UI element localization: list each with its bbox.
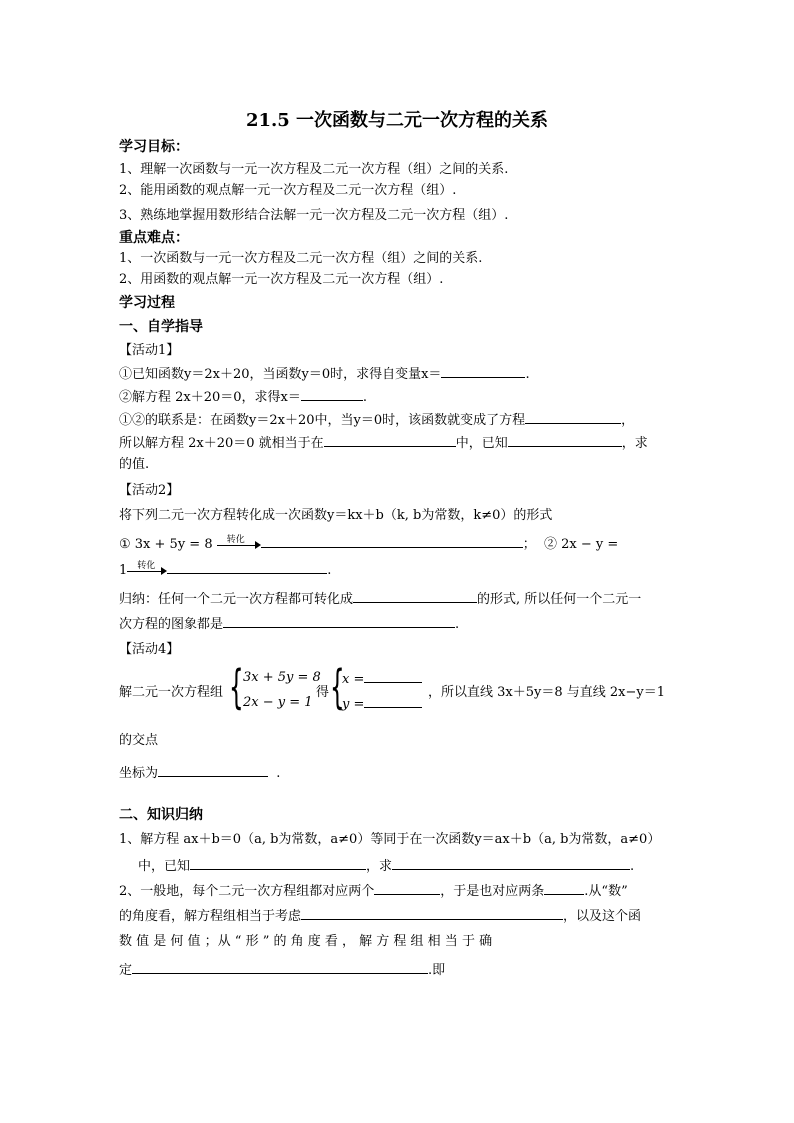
item2b-text: ，于是也对应两条 — [440, 884, 545, 899]
activity1-q2-text: ②解方程 2x＋20＝0，求得x＝ — [119, 390, 301, 405]
answer-blank[interactable] — [364, 669, 422, 683]
answer-blank[interactable] — [190, 856, 366, 870]
summary-text-a: 归纳：任何一个二元一次方程都可转化成 — [119, 592, 354, 607]
answer-blank[interactable] — [167, 560, 327, 574]
activity2-label: 【活动2】 — [119, 483, 180, 498]
section2-item2f: 数 值 是 何 值 ；从 “ 形 ” 的 角 度 看 ， 解 方 程 组 相 当 于 确 — [119, 934, 493, 949]
answer-blank[interactable] — [544, 881, 584, 895]
activity4-coord: 坐标为 . — [119, 763, 280, 783]
key-item: 2、用函数的观点解一元一次方程及二元一次方程（组）. — [119, 272, 444, 287]
system-eq-top: 3x + 5y = 8 — [243, 670, 321, 685]
activity1-line1: ①已知函数y＝2x＋20，当函数y＝0时，求得自变量x＝ . — [119, 364, 530, 384]
activity1-line5: 的值. — [119, 457, 150, 472]
activity2-intro: 将下列二元一次方程转化成一次函数y＝kx＋b（k, b为常数，k≠0）的形式 — [119, 508, 553, 523]
key-item: 1、一次函数与一元一次方程及二元一次方程（组）之间的关系. — [119, 251, 483, 266]
activity2-sep: ； — [522, 537, 536, 552]
activity2-summary — [119, 589, 641, 609]
system-eq-bottom: 2x − y = 1 — [243, 695, 313, 710]
answer-blank[interactable] — [364, 694, 422, 708]
activity1-line4 — [119, 433, 648, 453]
brace-icon: { — [229, 660, 244, 714]
activity4-pre: 解二元一次方程组 — [119, 685, 224, 700]
activity1-q1-text: ①已知函数y＝2x＋20，当函数y＝0时，求得自变量x＝ — [119, 367, 442, 382]
answer-blank[interactable] — [392, 856, 630, 870]
answer-blank[interactable] — [132, 960, 428, 974]
activity4-tail: 的交点 — [119, 733, 159, 748]
activity1-label: 【活动1】 — [119, 343, 180, 358]
solution-y: y = — [342, 694, 422, 714]
page-title: 21.5 一次函数与二元一次方程的关系 — [245, 110, 549, 131]
section2-heading: 二、知识归纳 — [119, 807, 203, 823]
item2d-text: 的角度看，解方程组相当于考虑 — [119, 909, 302, 924]
answer-blank[interactable] — [441, 364, 525, 378]
answer-blank[interactable] — [301, 906, 563, 920]
item1b-text: 中，已知 — [138, 859, 191, 874]
activity1-line2: ②解方程 2x＋20＝0，求得x＝ . — [119, 387, 367, 407]
solution-x: x = — [342, 669, 422, 689]
activity1-q4-text-c: ，求 — [621, 436, 648, 451]
section2-item2a — [119, 881, 628, 901]
answer-blank[interactable] — [158, 763, 268, 777]
goals-heading: 学习目标： — [119, 139, 189, 155]
activity1-q4-text-a: 所以解方程 2x＋20＝0 就相当于在 — [119, 436, 324, 451]
item2e-text: ，以及这个函 — [563, 909, 642, 924]
section2-item1b: 中，已知 ，求 . — [138, 856, 634, 876]
activity2-eq2: ② 2x − y = — [544, 537, 619, 552]
activity1-line3: ①②的联系是：在函数y＝2x＋20中，当y＝0时，该函数就变成了方程 ， — [119, 410, 634, 430]
activity2-summary2: 次方程的图象都是 . — [119, 614, 459, 634]
activity4-get: 得 — [316, 685, 330, 700]
coord-text: 坐标为 — [119, 766, 159, 781]
item2g-text: 定 — [119, 963, 133, 978]
activity1-q3-text: ①②的联系是：在函数y＝2x＋20中，当y＝0时，该函数就变成了方程 — [119, 413, 526, 428]
item1c-text: ，求 — [366, 859, 393, 874]
convert-arrow-icon: 转化 — [127, 564, 167, 578]
answer-blank[interactable] — [508, 433, 622, 447]
section1-heading: 一、自学指导 — [119, 319, 203, 335]
answer-blank[interactable] — [374, 881, 440, 895]
section2-item2g — [119, 960, 445, 980]
activity4-post: ，所以直线 3x＋5y＝8 与直线 2x−y＝1 — [428, 685, 665, 700]
section2-item2d — [119, 906, 641, 926]
activity1-q4-text-b: 中，已知 — [455, 436, 508, 451]
activity2-eq2b: 1 — [119, 563, 128, 578]
activity2-eq-line — [119, 534, 618, 554]
section2-item1a: 1、解方程 ax＋b＝0（a, b为常数，a≠0）等同于在一次函数y＝ax＋b（a, b为常数，a≠0） — [119, 832, 661, 847]
item2h-text: .即 — [428, 963, 446, 978]
brace-icon: { — [330, 660, 345, 714]
answer-blank[interactable] — [223, 614, 455, 628]
answer-blank[interactable] — [261, 534, 523, 548]
answer-blank[interactable] — [353, 589, 477, 603]
answer-blank[interactable] — [301, 387, 363, 401]
activity4-label: 【活动4】 — [119, 642, 180, 657]
convert-arrow-icon: 转化 — [217, 538, 261, 552]
goal-item: 3、熟练地掌握用数形结合法解一元一次方程及二元一次方程（组）. — [119, 208, 509, 223]
summary-text-b: 的形式, 所以任何一个二元一 — [477, 592, 642, 607]
summary-text-c: 次方程的图象都是 — [119, 617, 224, 632]
activity2-eq-line2: 1 转化 . — [119, 560, 332, 578]
answer-blank[interactable] — [525, 410, 621, 424]
item2a-text: 2、一般地，每个二元一次方程组都对应两个 — [119, 884, 375, 899]
item2c-text: .从“数” — [584, 884, 628, 899]
key-heading: 重点难点： — [119, 230, 189, 246]
goal-item: 2、能用函数的观点解一元一次方程及二元一次方程（组）. — [119, 183, 457, 198]
activity2-eq1: ① 3x + 5y = 8 — [119, 537, 213, 552]
process-heading: 学习过程 — [119, 295, 175, 311]
goal-item: 1、理解一次函数与一元一次方程及二元一次方程（组）之间的关系. — [119, 162, 509, 177]
answer-blank[interactable] — [324, 433, 456, 447]
